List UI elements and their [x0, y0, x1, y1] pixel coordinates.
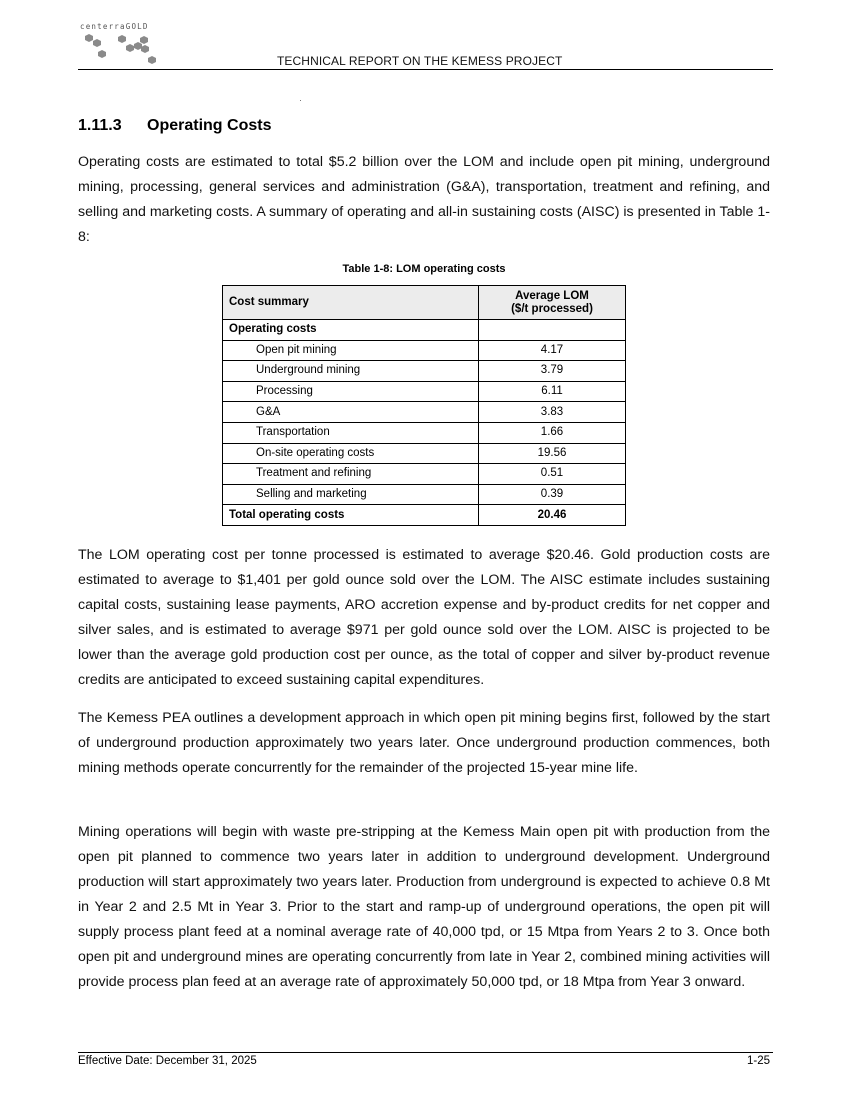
row-value: 19.56	[479, 443, 626, 464]
section-title: Operating Costs	[147, 117, 272, 134]
page-number: 1-25	[746, 1055, 770, 1067]
row-value: 6.11	[479, 381, 626, 402]
logo-text: centerraGOLD	[80, 22, 149, 31]
table-total-row	[223, 505, 626, 526]
report-title: TECHNICAL REPORT ON THE KEMESS PROJECT	[277, 54, 563, 68]
operating-costs-table	[222, 285, 626, 526]
stray-dot	[300, 100, 301, 101]
mining-operations-paragraph: Mining operations will begin with waste pre-stripping at the Kemess Main open pit with production from the open pit planned to commence two years later in addition to underground development. Underground production will start approximately two years later. Production from underground is expected to achieve 0.8 Mt in Year 2 and 2.5 Mt in Year 3. Prior to the start and ramp-up of underground operations, the open pit will supply process plant feed at a nominal average rate of 40,000 tpd, or 15 Mtpa from Years 2 to 3. Once both open pit and underground mines are operating concurrently from late in Year 2, combined mining activities will provide process plan feed at an average rate of approximately 50,000 tpd, or 18 Mtpa from Year 3 onward.	[78, 824, 770, 990]
group-empty-cell	[479, 320, 626, 341]
header-cost-summary: Cost summary	[223, 286, 479, 320]
table-group-row	[223, 320, 626, 341]
row-value: 3.83	[479, 402, 626, 423]
header-divider	[78, 69, 773, 70]
table-row	[223, 340, 626, 361]
table-caption: Table 1-8: LOM operating costs	[342, 263, 506, 275]
company-logo	[80, 22, 170, 68]
row-label: G&A	[223, 402, 479, 423]
row-value: 0.39	[479, 484, 626, 505]
row-label: Processing	[223, 381, 479, 402]
header-average-lom-line1: Average LOM	[515, 289, 589, 302]
row-label: Selling and marketing	[223, 484, 479, 505]
header-average-lom	[479, 286, 626, 320]
table-row	[223, 381, 626, 402]
row-value: 4.17	[479, 340, 626, 361]
row-value: 3.79	[479, 361, 626, 382]
row-label: Transportation	[223, 422, 479, 443]
row-value: 1.66	[479, 422, 626, 443]
total-value: 20.46	[479, 505, 626, 526]
intro-paragraph: Operating costs are estimated to total $5.2 billion over the LOM and include open pit mining, underground mining, processing, general services and administration (G&A), transportation, treatment and refining, and selling and marketing costs. A summary of operating and all-in sustaining costs (AISC) is presented in Table 1-8:	[78, 154, 770, 245]
table-row	[223, 443, 626, 464]
group-label: Operating costs	[223, 320, 479, 341]
footer-divider	[78, 1052, 773, 1053]
table-row	[223, 484, 626, 505]
table-row	[223, 464, 626, 485]
table-header-row	[223, 286, 626, 320]
header-average-lom-line2: ($/t processed)	[511, 302, 593, 315]
total-label: Total operating costs	[223, 505, 479, 526]
section-number: 1.11.3	[78, 117, 122, 134]
hexagon-cluster-icon	[80, 32, 160, 66]
effective-date: Effective Date: December 31, 2025	[78, 1055, 257, 1067]
table-row	[223, 422, 626, 443]
row-label: Open pit mining	[223, 340, 479, 361]
table-row	[223, 402, 626, 423]
development-approach-paragraph: The Kemess PEA outlines a development approach in which open pit mining begins first, followed by the start of underground production approximately two years later. Once underground production commences, both mining methods operate concurrently for the remainder of the projected 15-year mine life.	[78, 710, 770, 776]
row-label: Treatment and refining	[223, 464, 479, 485]
row-label: On-site operating costs	[223, 443, 479, 464]
row-value: 0.51	[479, 464, 626, 485]
table-row	[223, 361, 626, 382]
section-heading	[78, 117, 271, 135]
cost-summary-paragraph: The LOM operating cost per tonne processed is estimated to average $20.46. Gold production costs are estimated to average to $1,401 per gold ounce sold over the LOM. The AISC estimate includes sustaining capital costs, sustaining lease payments, ARO accretion expense and by-product credits for net copper and silver sales, and is estimated to average $971 per gold ounce sold over the LOM. AISC is projected to be lower than the average gold production cost per ounce, as the total of copper and silver by-product revenue credits are anticipated to exceed sustaining capital expenditures.	[78, 547, 770, 688]
row-label: Underground mining	[223, 361, 479, 382]
